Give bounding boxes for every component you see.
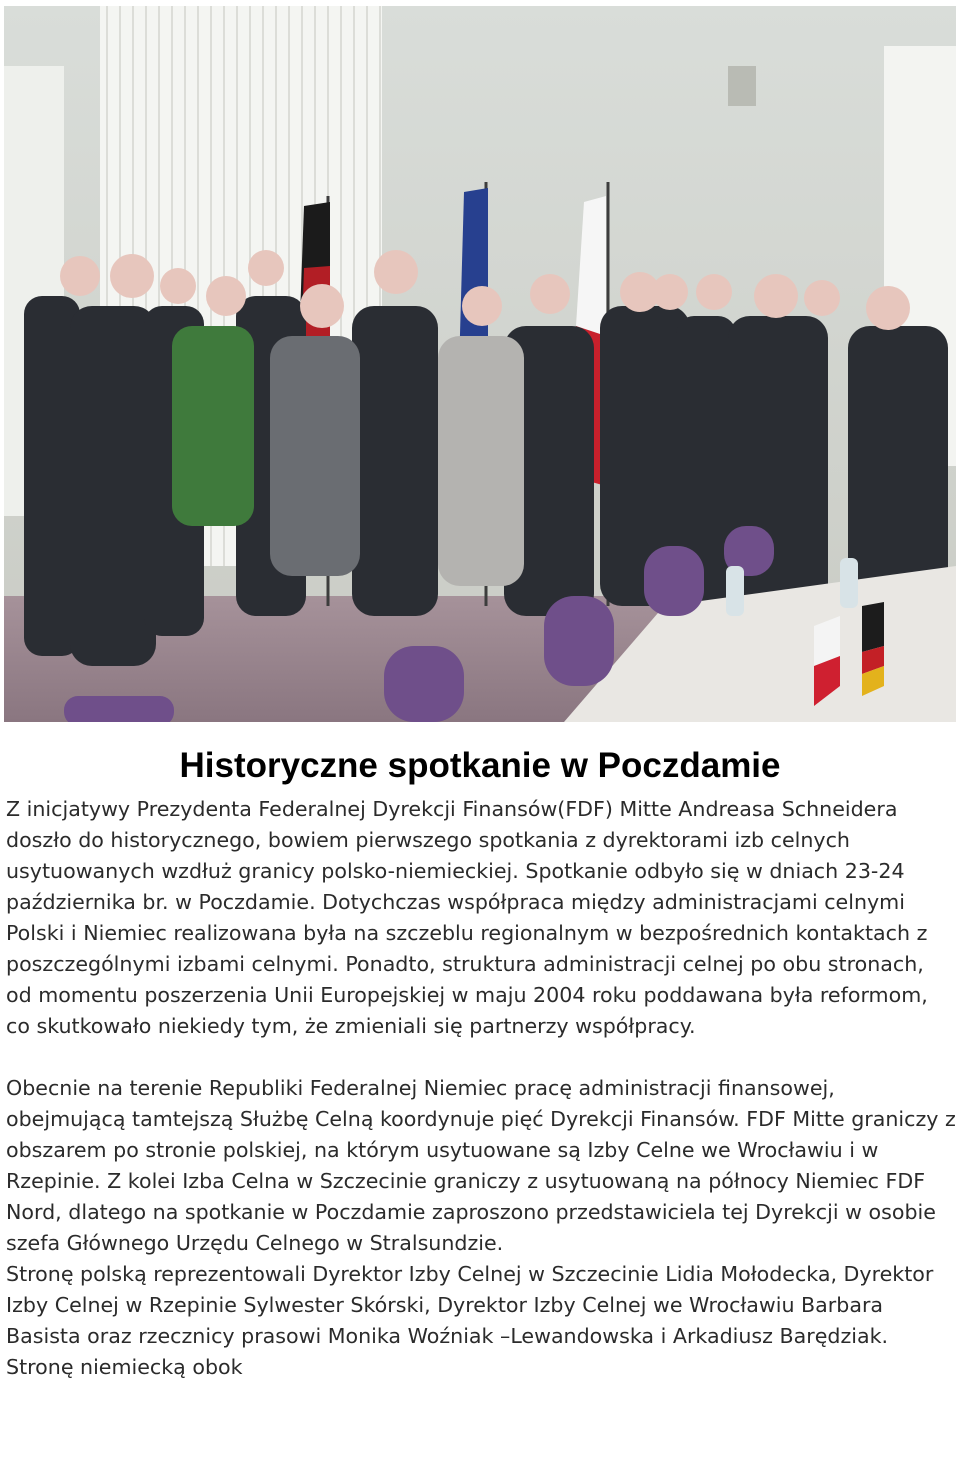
article-paragraph: Stronę polską reprezentowali Dyrektor Izby Celnej w Szczecinie Lidia Mołodecka, Dyrektor Izby Celnej w Rzepinie Sylwester Skórski, Dyrektor Izby Celnej we Wrocławiu Barbara Basista oraz rzecznicy prasowi Monika Woźniak –Lewandowska i Arkadiusz Barędziak. Stronę niemiecką obok (6, 1262, 934, 1379)
article-paragraph: Z inicjatywy Prezydenta Federalnej Dyrekcji Finansów(FDF) Mitte Andreasa Schneidera doszło do historycznego, bowiem pierwszego spotkania z dyrektorami izb celnych usytuowanych wzdłuż granicy polsko-niemieckiej. Spotkanie odbyło się w dniach 23-24 października br. w Poczdamie. Dotychczas współpraca między administracjami celnymi Polski i Niemiec realizowana była na szczeblu regionalnym w bezpośrednich kontaktach z poszczególnymi izbami celnymi. Ponadto, struktura administracji celnej po obu stronach, od momentu poszerzenia Unii Europejskiej w maju 2004 roku poddawana była reformom, co skutkowało niekiedy tym, że zmieniali się partnerzy współpracy. (6, 797, 928, 1038)
article-paragraph: Obecnie na terenie Republiki Federalnej Niemiec pracę administracji finansowej, obejmującą tamtejszą Służbę Celną koordynuje pięć Dyrekcji Finansów. FDF Mitte graniczy z obszarem po stronie polskiej, na którym usytuowane są Izby Celne we Wrocławiu i w Rzepinie. Z kolei Izba Celna w Szczecinie graniczy z usytuowaną na północy Niemiec FDF Nord, dlatego na spotkanie w Poczdamie zaproszono przedstawiciela tej Dyrekcji w osobie szefa Głównego Urzędu Celnego w Stralsundzie. (6, 1076, 956, 1255)
group-meeting-photo (4, 6, 956, 722)
article-body (6, 794, 956, 1383)
article-title: Historyczne spotkanie w Poczdamie (179, 746, 781, 785)
photo-illustration (4, 6, 956, 722)
